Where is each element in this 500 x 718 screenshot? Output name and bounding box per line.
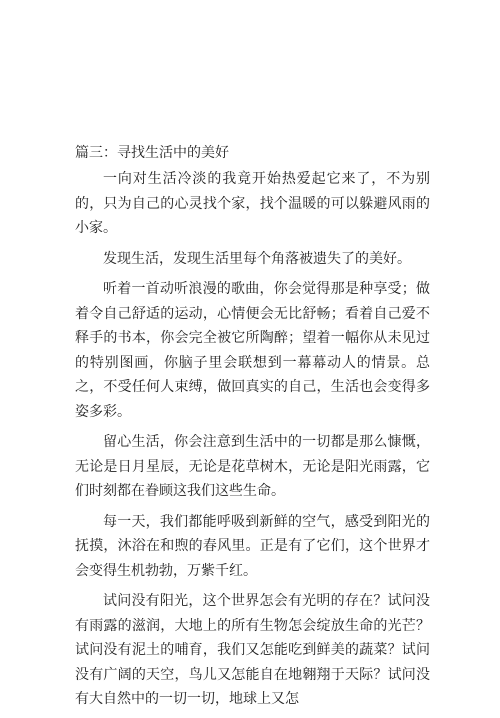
paragraph: 一向对生活冷淡的我竟开始热爱起它来了，不为别的，只为自己的心灵找个家，找个温暖的可以躲避风雨的小家。 xyxy=(75,171,430,236)
paragraph: 每一天，我们都能呼吸到新鲜的空气，感受到阳光的抚摸，沐浴在和煦的春风里。正是有了它们，这个世界才会变得生机勃勃，万紫千红。 xyxy=(75,513,430,579)
paragraph: 留心生活，你会注意到生活中的一切都是那么慷慨，无论是日月星辰，无论是花草树木，无论是阳光雨露，它们时刻都在眷顾这我们这些生命。 xyxy=(75,434,430,499)
document-title: 篇三：寻找生活中的美好 xyxy=(75,145,229,161)
paragraph: 听着一首动听浪漫的歌曲，你会觉得那是种享受；做着令自己舒适的运动，心情便会无比舒畅；看着自己爱不释手的书本，你会完全被它所陶醉；望着一幅你从未见过的特别图画，你脑子里会联想到一幕幕动人的情景。总之，不受任何人束缚，做回真实的自己，生活也会变得多姿多彩。 xyxy=(75,281,430,420)
document-body xyxy=(75,141,430,718)
paragraph: 试问没有阳光，这个世界怎会有光明的存在？试问没有雨露的滋润，大地上的所有生物怎会绽放生命的光芒？试问没有泥土的哺育，我们又怎能吃到鲜美的蔬菜？试问没有广阔的天空，鸟儿又怎能自在地翱翔于天际？试问没有大自然中的一切一切，地球上又怎 xyxy=(75,593,430,707)
paragraph: 发现生活，发现生活里每个角落被遗失了的美好。 xyxy=(103,250,411,267)
